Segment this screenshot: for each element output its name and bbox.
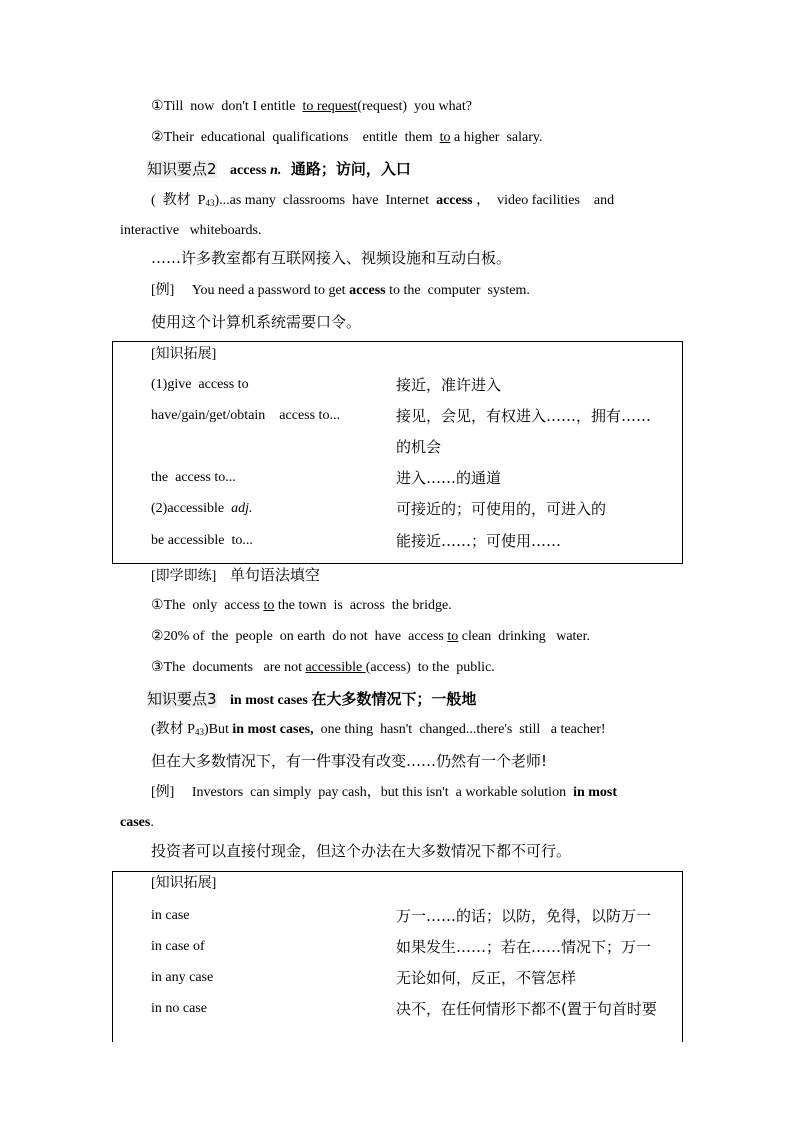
practice-item-2: ②20% of the people on earth do not have access to clean drinking water.	[151, 629, 591, 644]
textbook-quote: ( 教材 $P_{43})...as$ many classrooms have Internet access ， video facilities and	[151, 193, 615, 208]
translation: ……许多教室都有互联网接入、视频设施和互动白板。	[151, 249, 512, 267]
keyword: in most cases	[230, 693, 308, 708]
textbook-quote-continued: interactive whiteboards.	[120, 223, 262, 238]
keyword: access	[230, 163, 267, 178]
knowledge-point-label: 知识要点3	[147, 690, 217, 708]
answer-text: to	[263, 598, 275, 613]
textbook-quote: (教材 $P_{43})But$ in most cases, one thing hasn't changed...there's still a teacher!	[151, 722, 606, 737]
knowledge-point-3-heading: 知识要点3 in most cases 在大多数情况下；一般地	[147, 690, 477, 708]
example-label: [例]	[151, 283, 175, 298]
example-sentence: [例] Investors can simply pay cash，but this isn't a workable solution in most	[151, 785, 618, 800]
practice-item-1: ①The only access to the town is across the bridge.	[151, 598, 452, 613]
answer-text: to request	[302, 99, 358, 114]
answer-text: to	[447, 629, 459, 644]
exercise-2: ②Their educational qualifications entitle them to a higher salary.	[151, 130, 543, 145]
box-title: [知识拓展]	[151, 876, 217, 891]
example-translation: 投资者可以直接付现金，但这个办法在大多数情况下都不可行。	[151, 842, 572, 860]
exercise-1: ①Till now don't I entitle to request(request) you what?	[151, 99, 472, 114]
translation: 但在大多数情况下，有一件事没有改变……仍然有一个老师!	[151, 752, 548, 770]
practice-item-3: ③The documents are not accessible (access) to the public.	[151, 660, 495, 675]
example-translation: 使用这个计算机系统需要口令。	[151, 313, 362, 331]
box-title: [知识拓展]	[151, 347, 217, 362]
answer-text: accessible	[305, 660, 366, 675]
example-label: [例]	[151, 785, 175, 800]
answer-text: to	[439, 130, 451, 145]
knowledge-point-label: 知识要点2	[147, 160, 217, 178]
example-sentence-continued: cases.	[120, 815, 154, 830]
practice-heading: [即学即练] 单句语法填空	[151, 566, 320, 584]
example-sentence: [例] You need a password to get access to the computer system.	[151, 283, 530, 298]
knowledge-point-2-heading: 知识要点2 access n. 通路；访问，入口	[147, 160, 411, 178]
exercise-number: ②	[151, 130, 164, 145]
exercise-number: ①	[151, 99, 164, 114]
